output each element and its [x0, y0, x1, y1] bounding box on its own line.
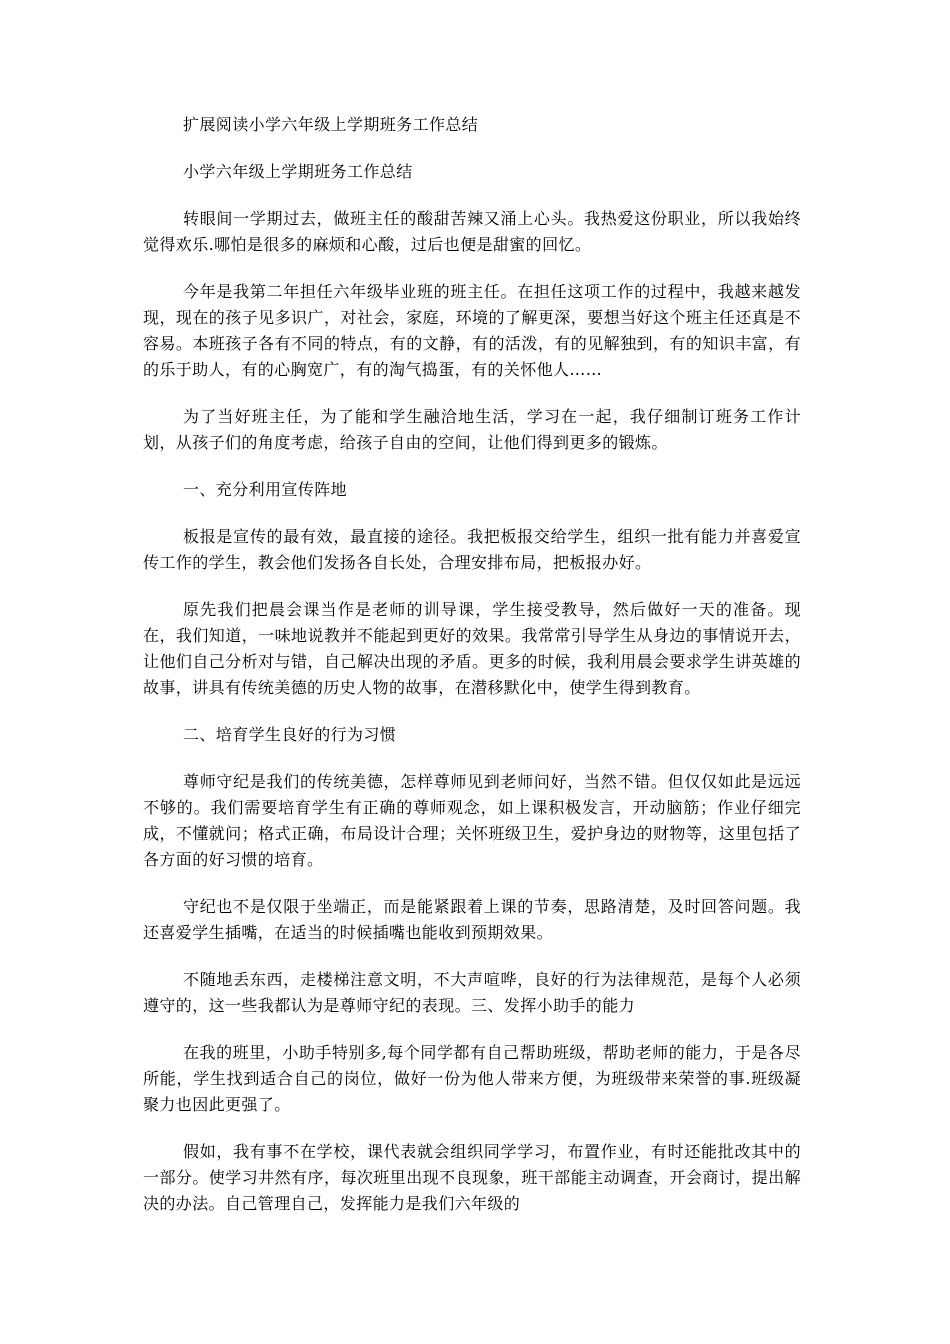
document-body	[143, 112, 801, 1238]
paragraph-self-management: 假如，我有事不在学校，课代表就会组织同学学习，布置作业，有时还能批改其中的一部分。使学习井然有序，每次班里出现不良现象，班干部能主动调查，开会商讨，提出解决的办法。自己管理自己，发挥能力是我们六年级的	[143, 1142, 801, 1213]
paragraph-helpers: 在我的班里，小助手特别多,每个同学都有自己帮助班级，帮助老师的能力，于是各尽所能，学生找到适合自己的岗位，做好一份为他人带来方便，为班级带来荣誉的事.班级凝聚力也因此更强了。	[143, 1043, 801, 1114]
paragraph-class-overview: 今年是我第二年担任六年级毕业班的班主任。在担任这项工作的过程中，我越来越发现，现在的孩子见多识广，对社会，家庭，环境的了解更深，要想当好这个班主任还真是不容易。本班孩子各有不同的特点，有的文静，有的活泼，有的见解独到，有的知识丰富，有的乐于助人，有的心胸宽广，有的淘气捣蛋，有的关怀他人……	[143, 282, 801, 379]
paragraph-behavior: 不随地丢东西，走楼梯注意文明，不大声喧哗，良好的行为法律规范，是每个人必须遵守的，这一些我都认为是尊师守纪的表现。三、发挥小助手的能力	[143, 970, 801, 1015]
document-title: 扩展阅读小学六年级上学期班务工作总结	[183, 115, 479, 134]
section-heading-1: 一、充分利用宣传阵地	[183, 480, 348, 499]
paragraph-blackboard: 板报是宣传的最有效，最直接的途径。我把板报交给学生，组织一批有能力并喜爱宣传工作的学生，教会他们发扬各自长处，合理安排布局，把板报办好。	[143, 527, 801, 572]
section-heading-2: 二、培育学生良好的行为习惯	[183, 725, 397, 744]
paragraph-morning-meeting: 原先我们把晨会课当作是老师的训导课，学生接受教导，然后做好一天的准备。现在，我们知道，一味地说教并不能起到更好的效果。我常常引导学生从身边的事情说开去，让他们自己分析对与错，自己解决出现的矛盾。更多的时候，我利用晨会要求学生讲英雄的故事，讲具有传统美德的历史人物的故事，在潜移默化中，使学生得到教育。	[143, 600, 801, 697]
paragraph-intro: 转眼间一学期过去，做班主任的酸甜苦辣又涌上心头。我热爱这份职业，所以我始终觉得欢乐.哪怕是很多的麻烦和心酸，过后也便是甜蜜的回忆。	[143, 209, 801, 254]
paragraph-discipline: 守纪也不是仅限于坐端正，而是能紧跟着上课的节奏，思路清楚，及时回答问题。我还喜爱学生插嘴，在适当的时候插嘴也能收到预期效果。	[143, 897, 801, 942]
paragraph-work-plan: 为了当好班主任，为了能和学生融洽地生活，学习在一起，我仔细制订班务工作计划，从孩子们的角度考虑，给孩子自由的空间，让他们得到更多的锻炼。	[143, 407, 801, 452]
document-subtitle: 小学六年级上学期班务工作总结	[183, 162, 413, 181]
paragraph-respect-teachers: 尊师守纪是我们的传统美德，怎样尊师见到老师问好，当然不错。但仅仅如此是远远不够的。我们需要培育学生有正确的尊师观念，如上课积极发言，开动脑筋；作业仔细完成，不懂就问；格式正确，布局设计合理；关怀班级卫生，爱护身边的财物等，这里包括了各方面的好习惯的培育。	[143, 772, 801, 869]
